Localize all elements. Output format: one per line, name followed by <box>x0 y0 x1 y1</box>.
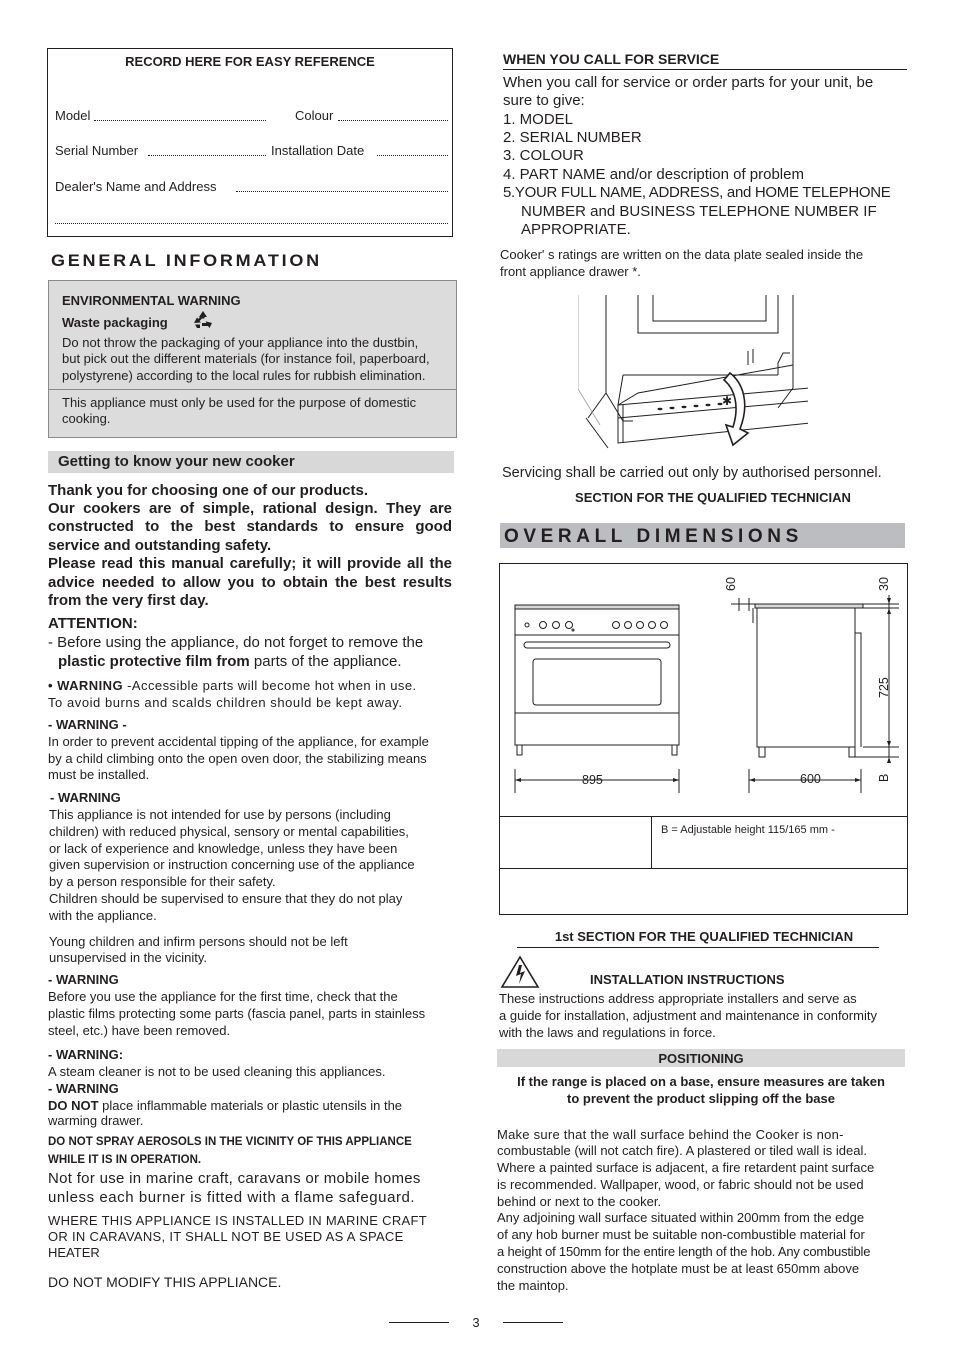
wall-line: of any hob burner must be suitable non-combustible material for <box>497 1227 865 1242</box>
warning-line: plastic films protecting some parts (fascia panel, parts in stainless <box>48 1006 426 1021</box>
service-item-cont: NUMBER and BUSINESS TELEPHONE NUMBER IF <box>521 203 877 220</box>
getting-to-know-heading: Getting to know your new cooker <box>58 453 295 470</box>
intro-line: Please read this manual carefully; it will provide all the <box>48 555 452 572</box>
serial-field[interactable] <box>148 155 266 156</box>
electrical-hazard-icon <box>500 955 540 989</box>
divider <box>651 816 652 868</box>
warning-line: Children should be supervised to ensure that they do not play <box>49 891 403 906</box>
serial-label: Serial Number <box>55 143 139 158</box>
install-date-label: Installation Date <box>271 143 365 158</box>
warning-line: Before you use the appliance for the first time, check that the <box>48 989 398 1004</box>
warning-heading: - WARNING <box>48 972 119 987</box>
wall-line: the maintop. <box>497 1278 569 1293</box>
dim-725-label: 725 <box>877 677 891 698</box>
intro-line: from the very first day. <box>48 592 209 609</box>
general-info-title: GENERAL INFORMATION <box>51 251 322 270</box>
warning-heading: - WARNING: <box>48 1047 124 1062</box>
service-heading: WHEN YOU CALL FOR SERVICE <box>503 51 720 67</box>
warning-line: by a person responsible for their safety. <box>49 874 276 889</box>
intro-line: service and outstanding safety. <box>48 537 272 554</box>
warning-heading: - WARNING <box>50 790 121 805</box>
aerosol-line: DO NOT SPRAY AEROSOLS IN THE VICINITY OF THIS APPLIANCE <box>48 1136 412 1148</box>
installation-intro-line: These instructions address appropriate installers and serve as <box>499 991 857 1006</box>
page-number: 3 <box>472 1315 480 1330</box>
intro-line: constructed to the best standards to ensure good <box>48 518 452 535</box>
colour-label: Colour <box>295 108 334 123</box>
warning-text: place inflammable materials or plastic utensils in the <box>98 1098 403 1113</box>
servicing-note: Servicing shall be carried out only by authorised personnel. <box>502 465 882 481</box>
service-item: 5.YOUR FULL NAME, ADDRESS, and HOME TELEPHONE <box>503 184 891 201</box>
cooker-dimensions-drawing <box>499 563 908 817</box>
service-intro-line: sure to give: <box>503 92 585 109</box>
dim-depth-label: 600 <box>800 772 821 786</box>
footer-rule-left <box>389 1322 449 1323</box>
divider <box>48 389 457 390</box>
model-field[interactable] <box>94 120 266 121</box>
marine-line: Not for use in marine craft, caravans or mobile homes <box>48 1170 421 1187</box>
do-not-modify: DO NOT MODIFY THIS APPLIANCE. <box>48 1274 282 1290</box>
colour-field[interactable] <box>338 120 448 121</box>
footer-rule-right <box>503 1322 563 1323</box>
purpose-line: cooking. <box>62 411 111 426</box>
dim-60-label: 60 <box>724 577 738 591</box>
model-label: Model <box>55 108 91 123</box>
attention-rest: parts of the appliance. <box>249 653 402 670</box>
young-children-line: Young children and infirm persons should not be left <box>49 934 348 949</box>
warning-heading: - WARNING - <box>48 717 127 732</box>
warning-line: children) with reduced physical, sensory or mental capabilities, <box>49 824 409 839</box>
warning-line: with the appliance. <box>49 908 157 923</box>
wall-line: Where a painted surface is adjacent, a fire retardent paint surface <box>497 1160 875 1175</box>
warning-text: -Accessible parts will become hot when in use. <box>123 678 417 693</box>
wall-line: behind or next to the cooker. <box>497 1194 662 1209</box>
wall-line: is recommended. Wallpaper, wood, or fabric should not be used <box>497 1177 864 1192</box>
data-plate-drawer-illustration <box>578 293 808 453</box>
heater-line: WHERE THIS APPLIANCE IS INSTALLED IN MARINE CRAFT <box>48 1213 428 1228</box>
wall-line: a height of 150mm for the entire length of the hob. Any combustible <box>497 1244 871 1259</box>
base-warning-line: If the range is placed on a base, ensure measures are taken <box>517 1074 885 1089</box>
record-title: RECORD HERE FOR EASY REFERENCE <box>125 54 375 69</box>
warning-line: by a child climbing onto the open oven door, the stabilizing means <box>48 751 427 766</box>
service-item: 2. SERIAL NUMBER <box>503 129 642 146</box>
do-not-label: DO NOT <box>48 1098 99 1113</box>
warning-hot-line <box>48 679 417 692</box>
installation-intro-line: a guide for installation, adjustment and maintenance in conformity <box>499 1008 877 1023</box>
service-intro-line: When you call for service or order parts for your unit, be <box>503 74 874 91</box>
b-adjustable-note: B = Adjustable height 115/165 mm - <box>661 824 835 836</box>
marine-line: unless each burner is fitted with a flame safeguard. <box>48 1189 416 1206</box>
warning-line: This appliance is not intended for use by persons (including <box>49 807 391 822</box>
attention-heading: ATTENTION: <box>48 615 138 632</box>
waste-label: Waste packaging <box>62 315 168 330</box>
aerosol-line: WHILE IT IS IN OPERATION. <box>48 1154 202 1166</box>
dim-b-label: B <box>877 773 891 782</box>
divider <box>517 947 879 948</box>
warning-line: given supervision or instruction concerning use of the appliance <box>49 857 415 872</box>
service-item: 4. PART NAME and/or description of problem <box>503 166 804 183</box>
first-section-title: 1st SECTION FOR THE QUALIFIED TECHNICIAN <box>554 929 854 944</box>
ratings-line: Cooker' s ratings are written on the data plate sealed inside the <box>500 247 864 262</box>
heater-line: OR IN CARAVANS, IT SHALL NOT BE USED AS A SPACE <box>48 1229 404 1244</box>
attention-line <box>58 654 401 669</box>
install-date-field[interactable] <box>377 155 448 156</box>
warning-line <box>48 1099 402 1112</box>
svg-text:✱: ✱ <box>722 394 733 408</box>
positioning-heading: POSITIONING <box>658 1051 744 1066</box>
warning-label: • WARNING <box>48 678 124 693</box>
waste-line: but pick out the different materials (for instance foil, paperboard, <box>62 351 430 366</box>
attention-bold: plastic protective film from <box>58 653 250 670</box>
dealer-field-line2[interactable] <box>55 223 448 224</box>
warning-line: A steam cleaner is not to be used cleaning this appliances. <box>48 1064 386 1079</box>
intro-line: Thank you for choosing one of our products. <box>48 482 368 499</box>
dim-width-label: 895 <box>582 773 603 787</box>
dim-30-label: 30 <box>877 577 891 591</box>
installation-instructions-title: INSTALLATION INSTRUCTIONS <box>590 972 785 987</box>
intro-line: advice needed to allow you to obtain the best results <box>48 574 452 591</box>
wall-line: combustable (will not catch fire). A plastered or tiled wall is ideal. <box>497 1143 867 1158</box>
warning-line: must be installed. <box>48 767 150 782</box>
intro-line: Our cookers are of simple, rational design. They are <box>48 500 452 517</box>
dealer-field[interactable] <box>236 191 448 192</box>
attention-line: - Before using the appliance, do not forget to remove the <box>48 634 424 651</box>
divider <box>503 69 907 70</box>
ratings-line: front appliance drawer *. <box>500 264 641 279</box>
wall-line: Make sure that the wall surface behind the Cooker is non- <box>497 1127 844 1142</box>
divider <box>499 868 908 869</box>
section-qualified-technician: SECTION FOR THE QUALIFIED TECHNICIAN <box>575 490 851 505</box>
warning-hot-line2: To avoid burns and scalds children should be kept away. <box>48 695 403 710</box>
overall-dimensions-title: OVERALL DIMENSIONS <box>504 526 803 547</box>
recycle-icon <box>191 309 215 331</box>
warning-line: In order to prevent accidental tipping of the appliance, for example <box>48 734 429 749</box>
service-item: 1. MODEL <box>503 111 574 128</box>
warning-heading: - WARNING <box>48 1081 119 1096</box>
wall-line: construction above the hotplate must be at least 650mm above <box>497 1261 860 1276</box>
waste-line: Do not throw the packaging of your appliance into the dustbin, <box>62 335 419 350</box>
warning-line: steel, etc.) have been removed. <box>48 1023 231 1038</box>
waste-line: polystyrene) according to the local rules for rubbish elimination. <box>62 368 426 383</box>
base-warning-line: to prevent the product slipping off the base <box>567 1091 835 1106</box>
young-children-line: unsupervised in the vicinity. <box>49 950 208 965</box>
purpose-line: This appliance must only be used for the purpose of domestic <box>62 395 417 410</box>
warning-line: or lack of experience and knowledge, unless they have been <box>49 841 398 856</box>
warning-line: warming drawer. <box>48 1113 144 1128</box>
dealer-label: Dealer's Name and Address <box>55 179 217 194</box>
heater-line: HEATER <box>48 1245 100 1260</box>
installation-intro-line: with the laws and regulations in force. <box>499 1025 716 1040</box>
service-item: 3. COLOUR <box>503 147 584 164</box>
service-item-cont: APPROPRIATE. <box>521 221 631 238</box>
wall-line: Any adjoining wall surface situated within 200mm from the edge <box>497 1210 865 1225</box>
env-warning-heading: ENVIRONMENTAL WARNING <box>62 293 241 308</box>
